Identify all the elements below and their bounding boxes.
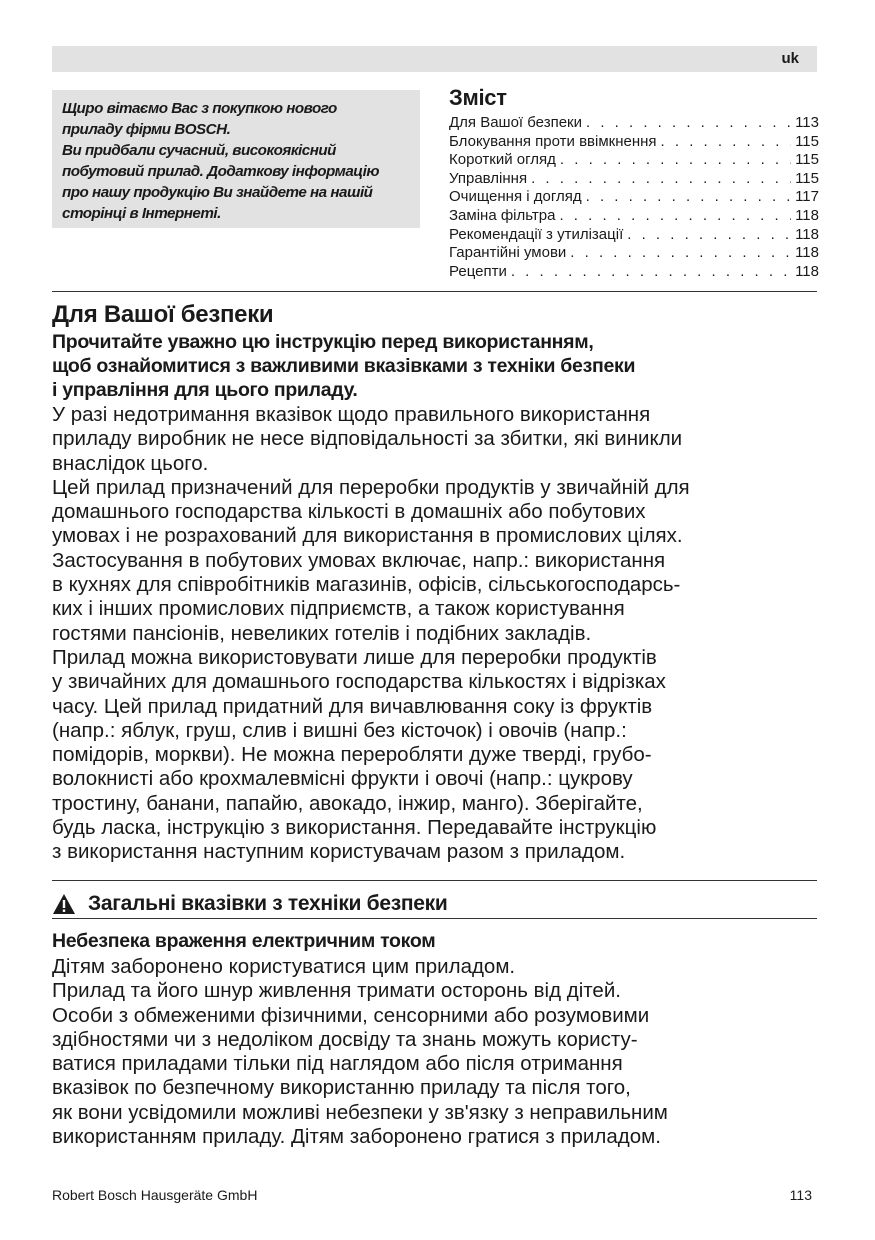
toc-leader-dots bbox=[570, 244, 791, 263]
body-line: гостями пансіонів, невеликих готелів і подібних закладів. bbox=[52, 621, 592, 645]
body-line: помідорів, моркви). Не можна переробляти дуже тверді, грубо- bbox=[52, 743, 652, 767]
body-line: в кухнях для співробітників магазинів, офісів, сільськогосподарсь- bbox=[52, 573, 681, 597]
toc-entry[interactable] bbox=[449, 263, 819, 282]
greeting-line: про нашу продукцію Ви знайдете на нашій bbox=[62, 184, 373, 201]
toc-entry-page: 115 bbox=[795, 169, 819, 187]
body-line: ких і інших промислових підприємств, а також користування bbox=[52, 597, 625, 621]
toc-entry[interactable] bbox=[449, 114, 819, 133]
safety-intro bbox=[52, 330, 822, 402]
body-line: як вони усвідомили можливі небезпеки у зв'язку з неправильним bbox=[52, 1100, 668, 1124]
toc-entry-label: Рецепти bbox=[449, 262, 507, 280]
toc-entry-label: Для Вашої безпеки bbox=[449, 114, 582, 131]
body-line: (напр.: яблук, груш, слив і вишні без кісточок) і овочів (напр.: bbox=[52, 718, 627, 742]
toc-entry[interactable] bbox=[449, 151, 819, 170]
toc-entry[interactable] bbox=[449, 170, 819, 189]
toc-leader-dots bbox=[586, 188, 791, 207]
greeting-line: сторінці в Інтернеті. bbox=[62, 205, 221, 222]
greeting-box bbox=[52, 90, 420, 228]
toc-entry[interactable] bbox=[449, 207, 819, 226]
greeting-line: Щиро вітаємо Вас з покупкою нового bbox=[62, 100, 337, 117]
body-line: приладу виробник не несе відповідальності за збитки, які виникли bbox=[52, 427, 683, 451]
body-line: внаслідок цього. bbox=[52, 451, 209, 475]
toc-leader-dots bbox=[511, 263, 791, 282]
toc-entry[interactable] bbox=[449, 226, 819, 245]
general-safety-heading-text: Загальні вказівки з техніки безпеки bbox=[88, 892, 448, 915]
body-line: вказівок по безпечному використанню приладу та після того, bbox=[52, 1076, 631, 1100]
toc-entry-page: 118 bbox=[795, 244, 819, 262]
greeting-line: приладу фірми BOSCH. bbox=[62, 121, 231, 138]
toc-entry-page: 115 bbox=[795, 151, 819, 169]
body-line: Застосування в побутових умовах включає, напр.: використання bbox=[52, 548, 666, 572]
general-safety-heading bbox=[52, 891, 817, 917]
general-body bbox=[52, 955, 824, 1149]
section-divider bbox=[52, 880, 817, 881]
toc-entry-page: 117 bbox=[795, 188, 819, 206]
toc-entry[interactable] bbox=[449, 188, 819, 207]
body-line: умовах і не розрахований для використання в промислових цілях. bbox=[52, 524, 683, 548]
toc-entry-page: 118 bbox=[795, 225, 819, 243]
toc-entry-page: 113 bbox=[795, 114, 819, 131]
toc-leader-dots bbox=[627, 226, 791, 245]
toc-leader-dots bbox=[586, 114, 791, 133]
body-line: у звичайних для домашнього господарства кількостях і відрізках bbox=[52, 670, 666, 694]
body-line: Прилад можна використовувати лише для переробки продуктів bbox=[52, 645, 657, 669]
safety-body bbox=[52, 403, 824, 865]
header-bar bbox=[52, 46, 817, 72]
body-line: Цей прилад призначений для переробки продуктів у звичайній для bbox=[52, 475, 690, 499]
toc-entry-label: Короткий огляд bbox=[449, 151, 556, 169]
greeting-line: Ви придбали сучасний, високоякісний bbox=[62, 142, 336, 159]
body-line: Прилад та його шнур живлення тримати осторонь від дітей. bbox=[52, 979, 621, 1003]
body-line: Дітям заборонено користуватися цим приладом. bbox=[52, 955, 516, 978]
safety-intro-line: щоб ознайомитися з важливими вказівками з техніки безпеки bbox=[52, 355, 636, 377]
toc-entry-label: Рекомендації з утилізації bbox=[449, 225, 624, 243]
toc-leader-dots bbox=[531, 170, 791, 189]
toc-entry-label: Очищення і догляд bbox=[449, 188, 582, 206]
body-line: використанням приладу. Дітям заборонено гратися з приладом. bbox=[52, 1125, 661, 1149]
body-line: Особи з обмеженими фізичними, сенсорними або розумовими bbox=[52, 1003, 650, 1027]
toc-entry-page: 118 bbox=[795, 262, 819, 280]
table-of-contents bbox=[449, 85, 819, 281]
toc-entry-label: Блокування проти ввімкнення bbox=[449, 132, 657, 150]
body-line: домашнього господарства кількості в домашніх або побутових bbox=[52, 500, 646, 524]
toc-entry-page: 118 bbox=[795, 206, 819, 224]
greeting-line: побутовий прилад. Додаткову інформацію bbox=[62, 163, 379, 180]
toc-entry-label: Управління bbox=[449, 169, 528, 187]
body-line: здібностями чи з недоліком досвіду та знань можуть користу- bbox=[52, 1027, 638, 1051]
toc-entry[interactable] bbox=[449, 133, 819, 152]
body-line: часу. Цей прилад придатний для вичавлювання соку із фруктів bbox=[52, 694, 653, 718]
toc-entry-page: 115 bbox=[795, 132, 819, 150]
electric-shock-heading: Небезпека враження електричним током bbox=[52, 930, 436, 952]
warning-triangle-icon bbox=[52, 893, 76, 915]
section-divider bbox=[52, 918, 817, 919]
footer-page-number: 113 bbox=[789, 1187, 812, 1203]
body-line: тростину, банани, папайю, авокадо, інжир, манго). Зберігайте, bbox=[52, 791, 643, 815]
toc-leader-dots bbox=[560, 151, 791, 170]
body-line: ватися приладами тільки під наглядом або після отримання bbox=[52, 1052, 623, 1076]
toc-title: Зміст bbox=[449, 85, 507, 110]
body-line: волокнисті або крохмалевмісні фрукти і овочі (напр.: цукрову bbox=[52, 767, 633, 791]
toc-leader-dots bbox=[559, 207, 791, 226]
body-line: з використання наступним користувачам разом з приладом. bbox=[52, 840, 626, 864]
safety-intro-line: і управління для цього приладу. bbox=[52, 379, 358, 401]
section-divider bbox=[52, 291, 817, 292]
body-line: будь ласка, інструкцію з використання. Передавайте інструкцію bbox=[52, 816, 657, 840]
toc-leader-dots bbox=[661, 133, 792, 152]
toc-entry-label: Гарантійні умови bbox=[449, 244, 567, 262]
toc-entry[interactable] bbox=[449, 244, 819, 263]
footer-company: Robert Bosch Hausgeräte GmbH bbox=[52, 1187, 258, 1203]
safety-intro-line: Прочитайте уважно цю інструкцію перед використанням, bbox=[52, 331, 594, 353]
language-code: uk bbox=[781, 50, 799, 67]
body-line: У разі недотримання вказівок щодо правильного використання bbox=[52, 403, 651, 426]
safety-heading: Для Вашої безпеки bbox=[52, 301, 274, 328]
toc-entry-label: Заміна фільтра bbox=[449, 206, 556, 224]
